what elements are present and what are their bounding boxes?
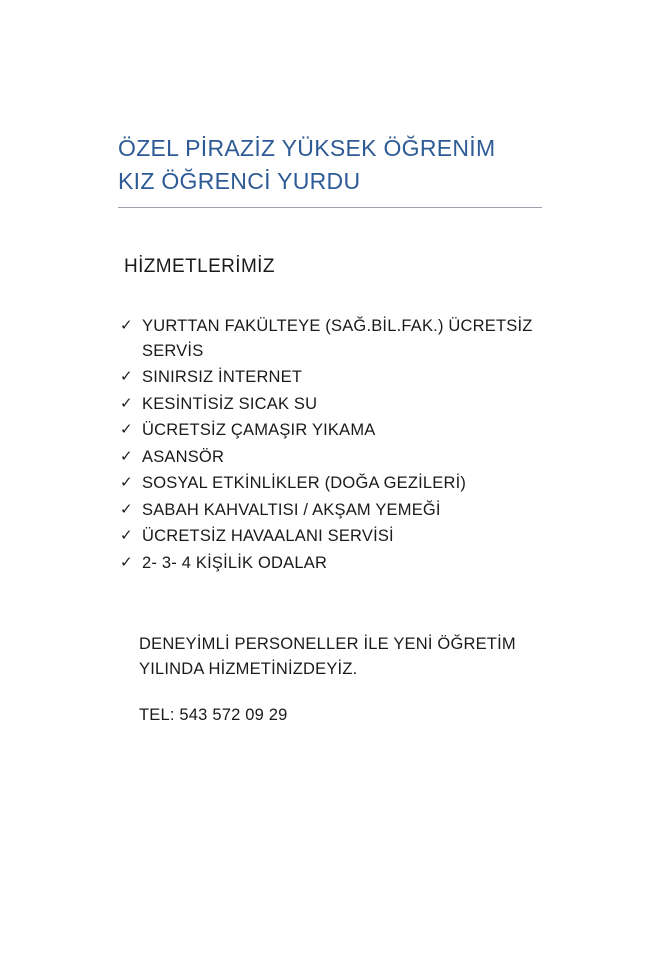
- list-item: [120, 498, 590, 523]
- list-item-label: ASANSÖR: [142, 447, 225, 466]
- title-divider: [118, 207, 542, 208]
- check-icon: ✓: [120, 421, 133, 438]
- closing-paragraph: [139, 632, 589, 682]
- check-icon: ✓: [120, 553, 133, 571]
- list-item: [120, 418, 590, 443]
- services-list: [120, 314, 590, 577]
- list-item: [120, 365, 590, 390]
- list-item-label: SINIRSIZ İNTERNET: [142, 368, 303, 386]
- document-title-block: [118, 132, 548, 208]
- list-item: [120, 551, 590, 576]
- list-item: [120, 524, 590, 549]
- list-item: [120, 392, 590, 417]
- check-icon: ✓: [120, 317, 133, 334]
- closing-line-1: DENEYİMLİ PERSONELLER İLE YENİ ÖĞRETİM: [139, 635, 516, 653]
- check-icon: ✓: [120, 527, 133, 544]
- list-item-label: YURTTAN FAKÜLTEYE (SAĞ.BİL.FAK.) ÜCRETSİZ SERVİS: [142, 317, 533, 360]
- list-item-label: SOSYAL ETKİNLİKLER (DOĞA GEZİLERİ): [142, 474, 467, 492]
- contact-phone: TEL: 543 572 09 29: [139, 706, 288, 724]
- list-item-label: SABAH KAHVALTISI / AKŞAM YEMEĞİ: [142, 500, 441, 519]
- list-item-label: ÜCRETSİZ HAVAALANI SERVİSİ: [142, 527, 394, 545]
- list-item-label: KESİNTİSİZ SICAK SU: [142, 394, 318, 413]
- list-item: [120, 471, 590, 496]
- check-icon: ✓: [120, 394, 133, 412]
- list-item: [120, 445, 590, 470]
- check-icon: ✓: [120, 474, 133, 491]
- document-title-line-1: ÖZEL PİRAZİZ YÜKSEK ÖĞRENİM: [118, 135, 496, 161]
- services-heading: HİZMETLERİMİZ: [124, 256, 275, 277]
- list-item-label: 2- 3- 4 KİŞİLİK ODALAR: [142, 553, 328, 572]
- document-title-line-2: KIZ ÖĞRENCİ YURDU: [118, 168, 361, 194]
- check-icon: ✓: [120, 447, 133, 465]
- check-icon: ✓: [120, 500, 133, 518]
- list-item: [120, 314, 590, 363]
- check-icon: ✓: [120, 368, 133, 385]
- closing-line-2: YILINDA HİZMETİNİZDEYİZ.: [139, 660, 358, 678]
- list-item-label: ÜCRETSİZ ÇAMAŞIR YIKAMA: [142, 421, 376, 439]
